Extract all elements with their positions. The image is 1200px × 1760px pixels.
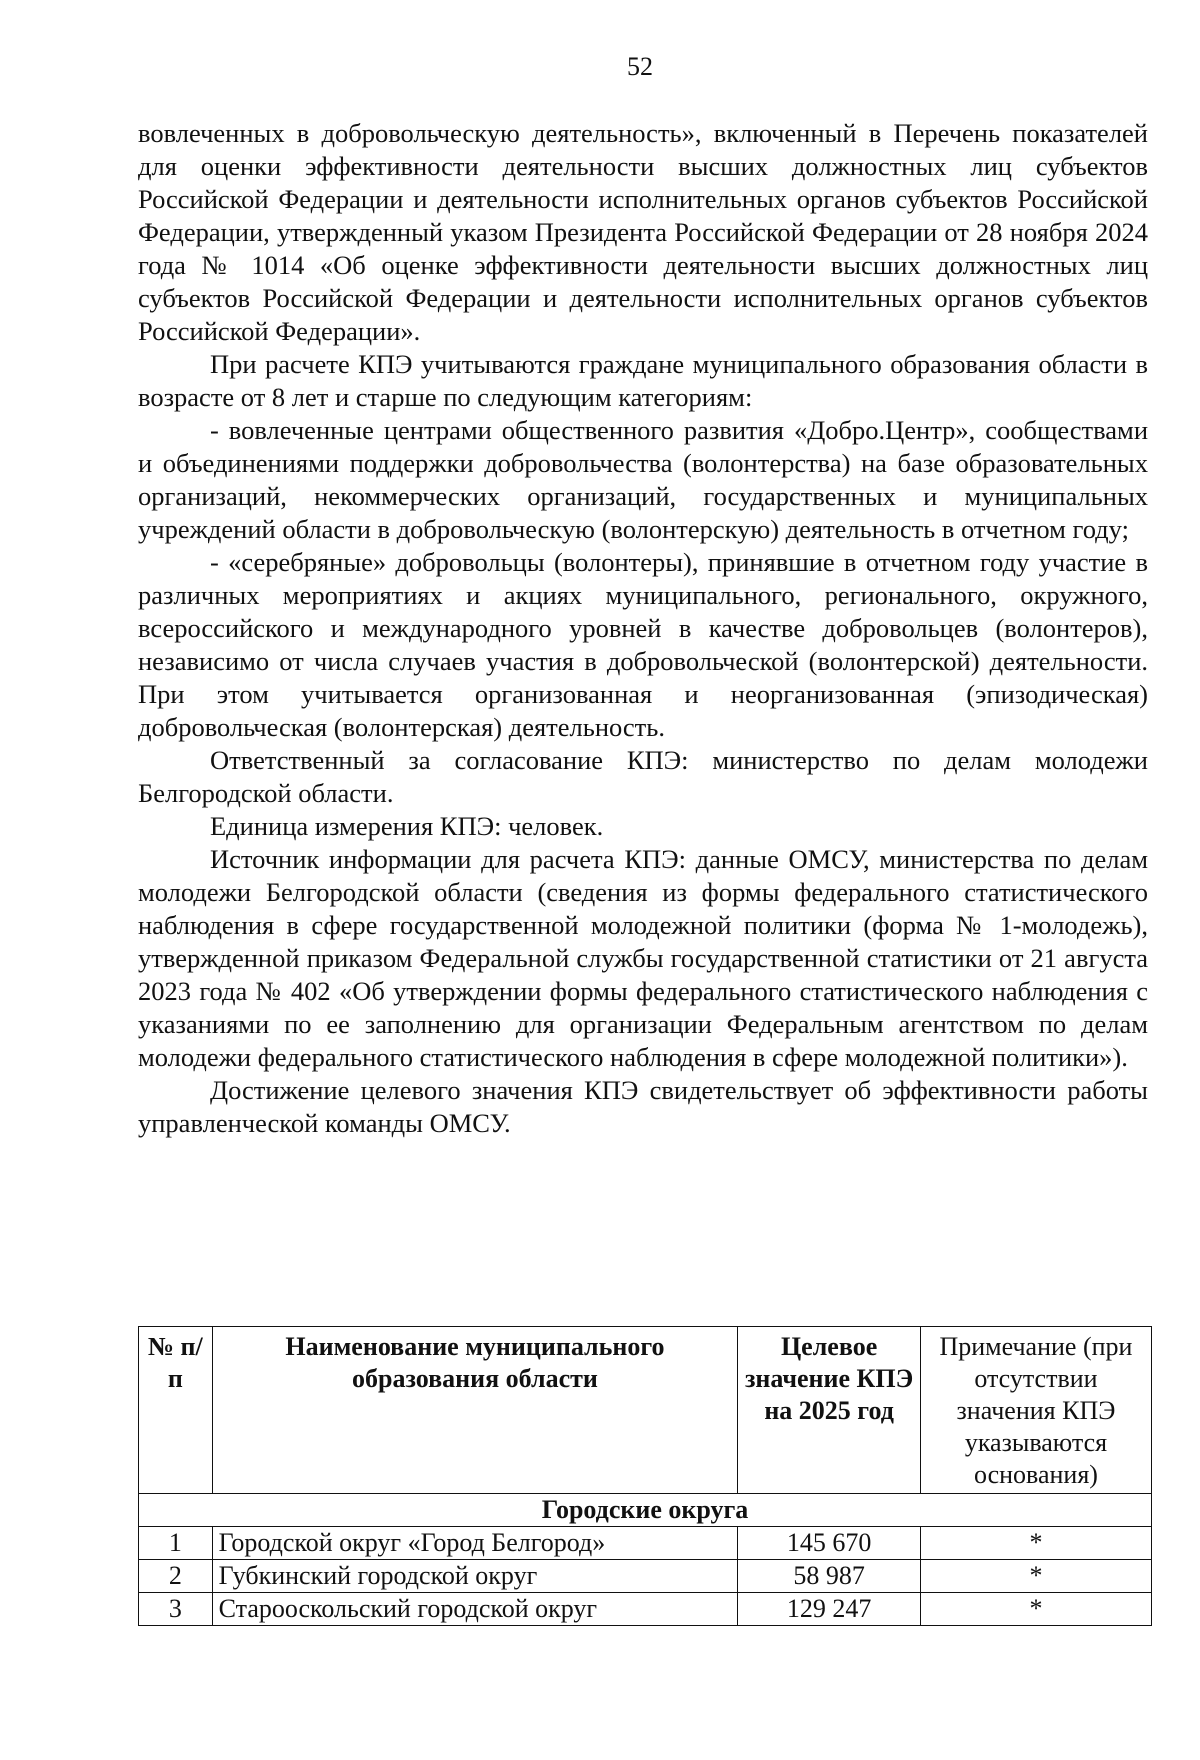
document-body (138, 117, 1148, 1140)
header-note: Примечание (при отсутствии значения КПЭ указываются основания) (920, 1327, 1151, 1494)
kpi-table (138, 1326, 1152, 1626)
row-target: 58 987 (738, 1560, 921, 1593)
header-target: Целевое значение КПЭ на 2025 год (738, 1327, 921, 1494)
table-header-row (139, 1327, 1152, 1494)
list-item: - вовлеченные центрами общественного развития «Добро.Центр», сообществами и объединениями поддержки добровольчества (волонтерства) на базе образовательных организаций, некоммерческих организаций, государственных и муниципальных учреждений области в добровольческую (волонтерскую) деятельность в отчетном году; (138, 415, 1148, 544)
row-note: * (920, 1593, 1151, 1626)
row-note: * (920, 1560, 1151, 1593)
paragraph: Источник информации для расчета КПЭ: данные ОМСУ, министерства по делам молодежи Белгородской области (сведения из формы федерального статистического наблюдения в сфере государственной молодежной политики (форма № 1-молодежь), утвержденной приказом Федеральной службы государственной статистики от 21 августа 2023 года № 402 «Об утверждении формы федерального статистического наблюдения с указаниями по ее заполнению для организации Федеральным агентством по делам молодежи федерального статистического наблюдения в сфере молодежной политики»). (138, 844, 1148, 1072)
row-target: 145 670 (738, 1527, 921, 1560)
row-num: 1 (139, 1527, 213, 1560)
row-name: Старооскольский городской округ (212, 1593, 738, 1626)
table-row (139, 1527, 1152, 1560)
paragraph: Единица измерения КПЭ: человек. (210, 811, 604, 841)
row-num: 3 (139, 1593, 213, 1626)
row-num: 2 (139, 1560, 213, 1593)
paragraph: вовлеченных в добровольческую деятельность», включенный в Перечень показателей для оценки эффективности деятельности высших должностных лиц субъектов Российской Федерации и деятельности исполнительных органов субъектов Российской Федерации, утвержденный указом Президента Российской Федерации от 28 ноября 2024 года № 1014 «Об оценке эффективности деятельности высших должностных лиц субъектов Российской Федерации и деятельности исполнительных органов субъектов Российской Федерации». (138, 118, 1148, 346)
paragraph: Достижение целевого значения КПЭ свидетельствует об эффективности работы управленческой команды ОМСУ. (138, 1075, 1148, 1138)
section-title: Городские округа (139, 1494, 1152, 1527)
header-name: Наименование муниципального образования области (212, 1327, 738, 1494)
row-target: 129 247 (738, 1593, 921, 1626)
paragraph: При расчете КПЭ учитываются граждане муниципального образования области в возрасте от 8 лет и старше по следующим категориям: (138, 349, 1148, 412)
page-number: 52 (627, 52, 653, 81)
row-note: * (920, 1527, 1151, 1560)
header-num: № п/п (139, 1327, 213, 1494)
list-item: - «серебряные» добровольцы (волонтеры), принявшие в отчетном году участие в различных мероприятиях и акциях муниципального, регионального, окружного, всероссийского и международного уровней в качестве добровольцев (волонтеров), независимо от числа случаев участия в добровольческой (волонтерской) деятельности. При этом учитывается организованная и неорганизованная (эпизодическая) добровольческая (волонтерская) деятельность. (138, 547, 1148, 742)
row-name: Городской округ «Город Белгород» (212, 1527, 738, 1560)
table-row (139, 1593, 1152, 1626)
row-name: Губкинский городской округ (212, 1560, 738, 1593)
table-section-row (139, 1494, 1152, 1527)
table-row (139, 1560, 1152, 1593)
paragraph: Ответственный за согласование КПЭ: министерство по делам молодежи Белгородской области. (138, 745, 1148, 808)
